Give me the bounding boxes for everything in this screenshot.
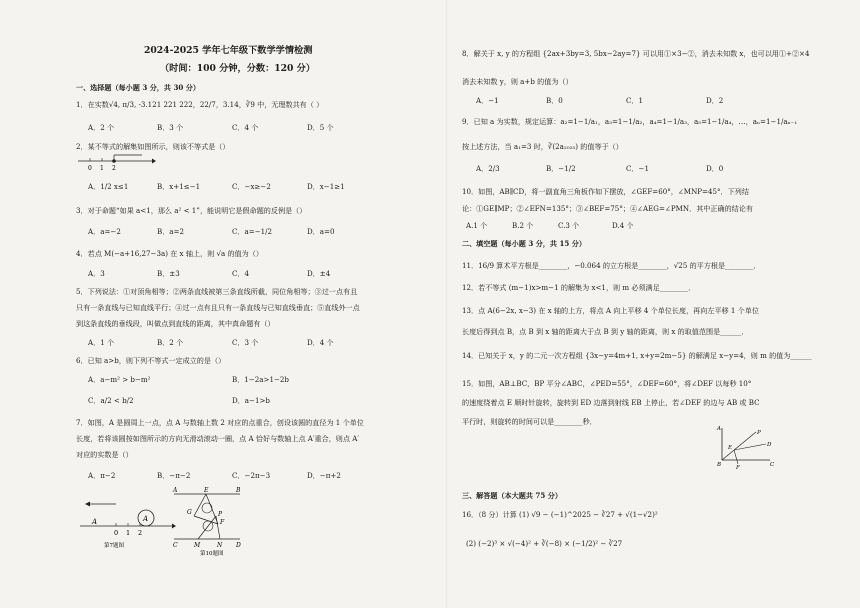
q10-line-2: 论：①GE∥MP；②∠EFN=135°；③∠BEF=75°；④∠AEG=∠PMN．其中正确的结论有 [462,204,753,213]
q1-option-b: B．3 个 [157,123,184,132]
q1-option-c: C．4 个 [232,123,259,132]
page-fold [446,0,448,608]
q4-option-c: C．4 [232,269,250,278]
q10-line-1: 10．如图，AB∥CD，将一副直角三角板作如下摆放，∠GEF=60°，∠MNP=45°．下列结 [462,187,749,196]
q10-label-e: E [204,487,209,494]
q2-tick-1: 1 [100,165,104,172]
exam-title: 2024-2025 学年七年级下数学学情检测 [144,45,313,56]
q8-line-1: 8．解关于 x, y 的方程组 {2ax+3by=3, 5bx−2ay=7} 可以用①×3−②，消去未知数 x，也可以用①+②×4 [462,49,810,58]
section-choice-heading: 一、选择题（每小题 3 分，共 30 分） [76,83,200,92]
q2-number-line [76,152,156,172]
q10-label-n: N [217,542,223,549]
q1-stem: 1．在实数√4, π/3, -3.121 221 222，22/7，3.14，∛9 中，无理数共有（ ） [76,100,324,109]
q9-option-c: C．−1 [626,164,649,173]
q1-option-a: A．2 个 [88,123,115,132]
q2-option-c: C．−x≥−2 [232,182,271,191]
q16-part-1: 16．（8 分）计算 (1) √9 − (−1)^2025 − ∛27 + √(1−√2)² [462,510,658,519]
q10-label-c: C [173,542,178,549]
q15-label-p: P [757,430,761,436]
section-fill-heading: 二、填空题（每小题 3 分，共 15 分） [462,239,586,248]
q7-tick-2: 2 [138,529,143,537]
q10-label-b: B [236,487,241,494]
q4-option-a: A．3 [88,269,105,278]
q2-option-a: A．1/2 x≤1 [88,182,129,191]
q3-stem: 3．对于命题“如果 a<1，那么 a² < 1”，能说明它是假命题的反例是（） [76,206,307,215]
q11-text: 11．16/9 算术平方根是________，−0.064 的立方根是________，√25 的平方根是________． [462,261,761,270]
q5-option-d: D．4 个 [307,338,334,347]
q7-option-b: B．−π−2 [157,471,191,480]
q2-stem: 2．某不等式的解集如图所示，则该不等式是（） [76,142,230,151]
q9-option-a: A．2/3 [476,164,500,173]
q7-tick-0: 0 [114,529,119,537]
q6-option-b: B．1−2a>1−2b [232,375,289,384]
q4-option-d: D．±4 [307,269,331,278]
q8-option-c: C．1 [626,96,644,105]
q8-option-b: B．0 [546,96,563,105]
section-solve-heading: 三、解答题（本大题共 75 分） [462,491,562,500]
q4-option-b: B．±3 [157,269,180,278]
q6-stem: 6．已知 a>b，则下列不等式一定成立的是（） [76,356,226,365]
q15-line-2: 的速度绕着点 E 顺时针旋转，旋转到 ED 边落到射线 EB 上停止，若∠DEF 的边与 AB 或 BC [462,398,760,407]
q1-option-d: D．5 个 [307,123,334,132]
q15-label-a: A [717,426,721,432]
q10-label-m: M [194,542,201,549]
q7-tick-1: 1 [126,529,131,537]
q16-part-2: (2) (−2)³ × √(−4)² + ∛(−8) × (−1/2)² − ∛27 [466,539,623,548]
q5-line-2: 只有一条直线与已知直线平行；④过一点有且只有一条直线与已知直线垂直；⑤直线外一点 [76,303,360,312]
q3-option-c: C．a=−1/2 [232,227,273,236]
q8-option-d: D．2 [706,96,724,105]
q8-line-2: 消去未知数 y，则 a+b 的值为（） [462,77,573,86]
q6-option-a: A．a−m² > b−m² [88,375,151,384]
q15-label-c: C [770,462,775,468]
q7-option-d: D．−π+2 [307,471,341,480]
q7-caption: 第7题图 [104,543,124,548]
q5-option-a: A．1 个 [88,338,115,347]
q7-option-a: A．π−2 [88,471,116,480]
q15-label-d: D [767,442,772,448]
q6-option-c: C．a/2 < b/2 [88,396,134,405]
q7-line-2: 长度，若将该圆按如图所示的方向无滑动滚动一圈，点 A 恰好与数轴上点 A′重合，则点 A′ [76,434,359,443]
q7-figure [76,490,176,548]
q7-line-1: 7．如图，A 是圆周上一点，点 A 与数轴上数 2 对应的点重合，创设该圆的直径为 1 个单位 [76,418,364,427]
q3-option-d: D．a=0 [307,227,335,236]
q8-option-a: A．−1 [476,96,499,105]
exam-subtitle: （时间：100 分钟，分数：120 分） [160,63,316,74]
q15-line-1: 15．如图，AB⊥BC，BP 平分∠ABC，∠PED=55°，∠DEF=60°，将∠DEF 以每秒 10° [462,379,752,388]
q9-line-2: 按上述方法，当 a₁=3 时，∛(2a₂₀₂₅) 的值等于（） [462,142,623,151]
q15-figure [710,424,780,470]
q10-label-d: D [236,542,241,549]
q2-option-b: B．x+1≤−1 [157,182,201,191]
q14-text: 14．已知关于 x，y 的二元一次方程组 {3x−y=4m+1, x+y=2m−5} 的解满足 x−y=4，则 m 的值为______ [462,351,812,360]
q6-option-d: D．a−1>b [232,396,270,405]
q5-line-1: 5．下列说法：①对顶角相等；②两条直线被第三条直线所截，同位角相等；③过一点有且 [76,287,358,296]
q5-option-b: B．2 个 [157,338,184,347]
q7-line-3: 对应的实数是（） [76,450,133,459]
q15-label-e: E [728,445,733,451]
q10-option-a: A.1 个 [466,221,488,230]
q2-option-d: D．x−1≥1 [307,182,345,191]
q4-stem: 4．若点 M(−a+16,27−3a) 在 x 轴上，则 √a 的值为（） [76,249,263,258]
q10-label-g: G [187,509,192,516]
q10-figure [170,484,262,556]
q2-tick-2: 2 [112,165,116,172]
q10-option-b: B.2 个 [512,221,534,230]
q10-label-p: P [218,511,223,518]
q7-label-aprime: A [92,518,98,526]
q10-option-d: D.4 个 [612,221,634,230]
q3-option-a: A．a=−2 [88,227,121,236]
q15-line-3: 平行时，则旋转的时间可以是________秒． [462,417,597,426]
q3-option-b: B．a=2 [157,227,184,236]
q10-label-a: A [173,487,178,494]
q13-line-1: 13．点 A(6−2x, x−3) 在 x 轴的上方，将点 A 向上平移 4 个单位长度，再向左平移 1 个单位 [462,306,759,315]
q9-line-1: 9．已知 a 为实数，规定运算：a₂=1−1/a₁，a₃=1−1/a₂，a₄=1−1/a₃，a₅=1−1/a₄，…，aₙ=1−1/aₙ₋₁ [462,117,798,126]
q9-option-d: D．0 [706,164,724,173]
q2-tick-0: 0 [88,165,92,172]
q13-line-2: 长度后得到点 B，点 B 到 x 轴的距离大于点 B 到 y 轴的距离，则 x 的取值范围是______． [462,327,749,336]
q15-label-b: B [717,462,722,468]
q5-option-c: C．3 个 [232,338,259,347]
q7-option-c: C．−2π−3 [232,471,271,480]
q12-text: 12．若不等式 (m−1)x>m−1 的解集为 x<1，则 m 必须满足________． [462,283,696,292]
q15-label-f: F [736,465,740,470]
q10-option-c: C.3 个 [558,221,580,230]
q9-option-b: B．−1/2 [546,164,576,173]
q5-line-3: 到这条直线的垂线段，叫做点到直线的距离，其中真命题有（） [76,319,275,328]
q10-caption: 第10题图 [200,551,224,556]
q10-label-f: F [220,519,225,526]
q7-label-a: A [143,515,149,523]
